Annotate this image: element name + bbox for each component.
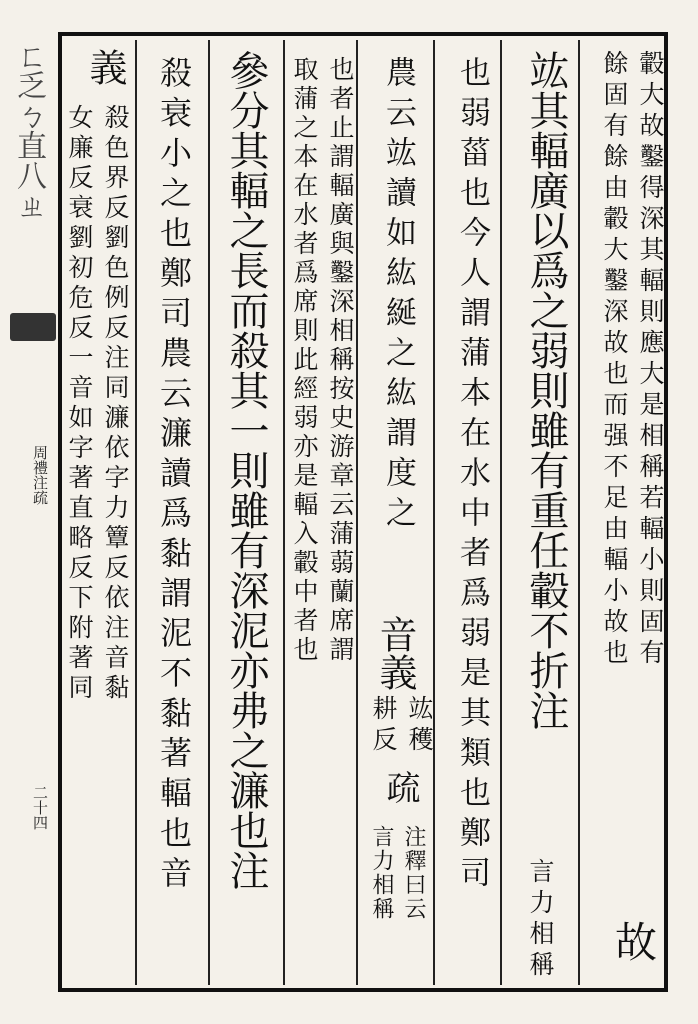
commentary-line: 耕反: [369, 695, 398, 757]
commentary-line: 女廉反衰劉初危反一音如字著直略反下附著同: [65, 104, 94, 704]
commentary-line: 轂大故鑿得深其輻則應大是相稱若輻小則固有: [636, 50, 665, 670]
column-rule: [283, 40, 285, 985]
main-text: 參分其輻之長而殺其一則雖有深泥亦弗之濂也注: [223, 50, 269, 890]
text-column-4: [358, 40, 433, 985]
page-number: 二十四: [31, 785, 49, 830]
section-marker-shu: 疏: [380, 770, 420, 804]
main-text: 竑其輻廣以爲之弱則雖有重任轂不折注: [523, 50, 569, 730]
text-column-5: [287, 40, 357, 985]
main-text: 農云竑讀如紘綖之紘謂度之: [380, 56, 416, 536]
page-tab-marker: [10, 313, 56, 341]
main-text-char: 故: [609, 920, 658, 964]
column-rule: [208, 40, 210, 985]
commentary-line: 取蒲之本在水者爲席則此經弱亦是輻入轂中者也: [290, 56, 319, 665]
column-rule: [135, 40, 137, 985]
commentary-line: 殺色界反劉色例反注同濂依字力簟反依注音黏: [101, 104, 130, 704]
text-column-1: [585, 40, 665, 985]
commentary-line: 餘固有餘由轂大鑿深故也而强不足由輻小故也: [600, 50, 629, 670]
column-rule: [433, 40, 435, 985]
section-marker-yi: 義: [83, 48, 127, 86]
main-text: 殺衰小之也鄭司農云濂讀爲黏謂泥不黏著輻也音: [155, 56, 193, 896]
page-margin: [0, 0, 58, 1024]
small-note: 言力相稱: [526, 858, 555, 982]
text-column-6: [211, 40, 283, 985]
commentary-line: 注釋曰云: [401, 825, 426, 921]
commentary-line: 言力相稱: [369, 825, 394, 921]
text-column-3: [436, 40, 502, 985]
text-column-2: [503, 40, 578, 985]
book-title: 周禮注疏: [31, 445, 49, 505]
commentary-pair: [368, 825, 426, 921]
section-marker-yinyi: 音義: [373, 615, 417, 691]
text-column-8: [62, 40, 134, 985]
text-column-7: [138, 40, 208, 985]
commentary-line: 也者止謂輻廣與鑿深相稱按史游章云蒲蒻蘭席謂: [326, 56, 355, 665]
commentary-line: 竑穫: [405, 695, 434, 757]
main-text: 也弱菑也今人謂蒲本在水中者爲弱是其類也鄭司: [454, 56, 490, 896]
margin-edge-text: ㄈ乏ㄅ直八ㄓ: [11, 40, 46, 220]
column-rule: [578, 40, 580, 985]
